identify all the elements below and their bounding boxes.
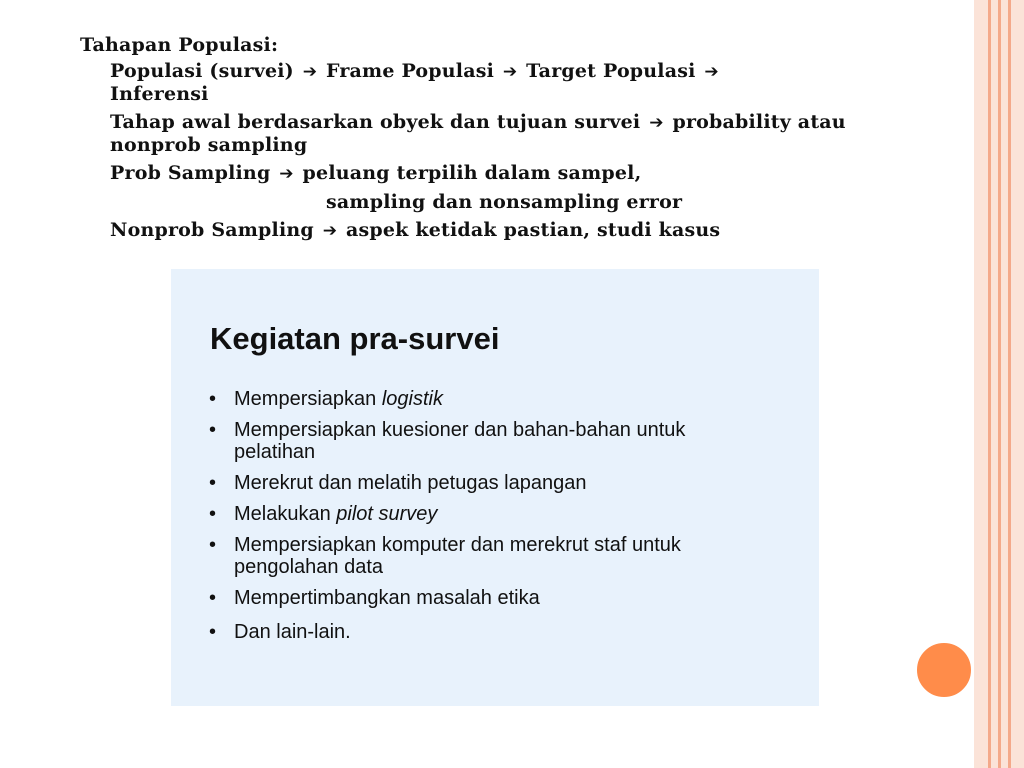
bullet-icon: • (209, 472, 217, 494)
arrow-icon: ➔ (322, 221, 338, 241)
outline-text-segment: Target Populasi (526, 60, 696, 82)
list-item-text: Dan lain-lain. (234, 621, 351, 643)
list-item-text: Merekrut dan melatih petugas lapangan (234, 472, 587, 494)
outline-text-segment: Populasi (survei) (110, 60, 294, 82)
arrow-icon: ➔ (649, 113, 664, 133)
decorative-circle (914, 640, 974, 700)
outline-text-segment: probability atau nonprob sampling (110, 111, 846, 156)
arrow-icon: ➔ (502, 62, 518, 82)
card-title: Kegiatan pra-survei (210, 321, 500, 356)
outline-text-segment: aspek ketidak pastian, studi kasus (346, 219, 721, 241)
outline-text-segment: Tahap awal berdasarkan obyek dan tujuan survei (110, 111, 641, 133)
outline-item (110, 162, 940, 185)
stripe (1011, 0, 1024, 768)
outline-text-segment: Prob Sampling (110, 162, 271, 184)
list-item-text: Melakukan (234, 503, 337, 525)
outline-text-segment: peluang terpilih dalam sampel, (302, 162, 642, 184)
arrow-icon: ➔ (279, 164, 294, 184)
bullet-icon: • (209, 587, 217, 609)
outline-text-segment: Nonprob Sampling (110, 219, 314, 241)
outline-text (80, 34, 940, 248)
list-item (209, 388, 769, 410)
activity-list (209, 388, 769, 652)
list-item (209, 587, 769, 609)
bullet-icon: • (209, 503, 217, 525)
outline-item (110, 219, 940, 242)
stripe (974, 0, 988, 768)
bullet-icon: • (209, 534, 217, 556)
arrow-icon: ➔ (704, 62, 719, 82)
stripe (1001, 0, 1008, 768)
outline-item (110, 60, 940, 105)
bullet-icon: • (209, 419, 217, 441)
arrow-icon: ➔ (302, 62, 318, 82)
decorative-stripes (974, 0, 1024, 768)
stripe (991, 0, 998, 768)
outline-item (110, 111, 940, 156)
list-item (209, 621, 769, 643)
list-item (209, 503, 769, 525)
outline-text-segment: Inferensi (110, 83, 209, 105)
outline-item-continuation (326, 191, 940, 213)
bullet-icon: • (209, 621, 217, 643)
list-item-text: Mempertimbangkan masalah etika (234, 587, 540, 609)
list-item-text: Mempersiapkan komputer dan merekrut staf untuk pengolahan data (234, 534, 681, 578)
list-item (209, 419, 769, 463)
list-item (209, 534, 769, 578)
outline-text-segment: Frame Populasi (325, 60, 495, 82)
list-item-text: Mempersiapkan kuesioner dan bahan-bahan untuk pelatihan (234, 419, 686, 463)
list-item-italic: pilot survey (336, 503, 438, 525)
outline-text-segment: sampling dan nonsampling error (326, 191, 683, 213)
list-item-text: Mempersiapkan (234, 388, 382, 410)
list-item (209, 472, 769, 494)
pre-survey-card (171, 269, 819, 706)
outline-heading: Tahapan Populasi: (80, 34, 279, 56)
list-item-italic: logistik (381, 388, 443, 410)
bullet-icon: • (209, 388, 217, 410)
